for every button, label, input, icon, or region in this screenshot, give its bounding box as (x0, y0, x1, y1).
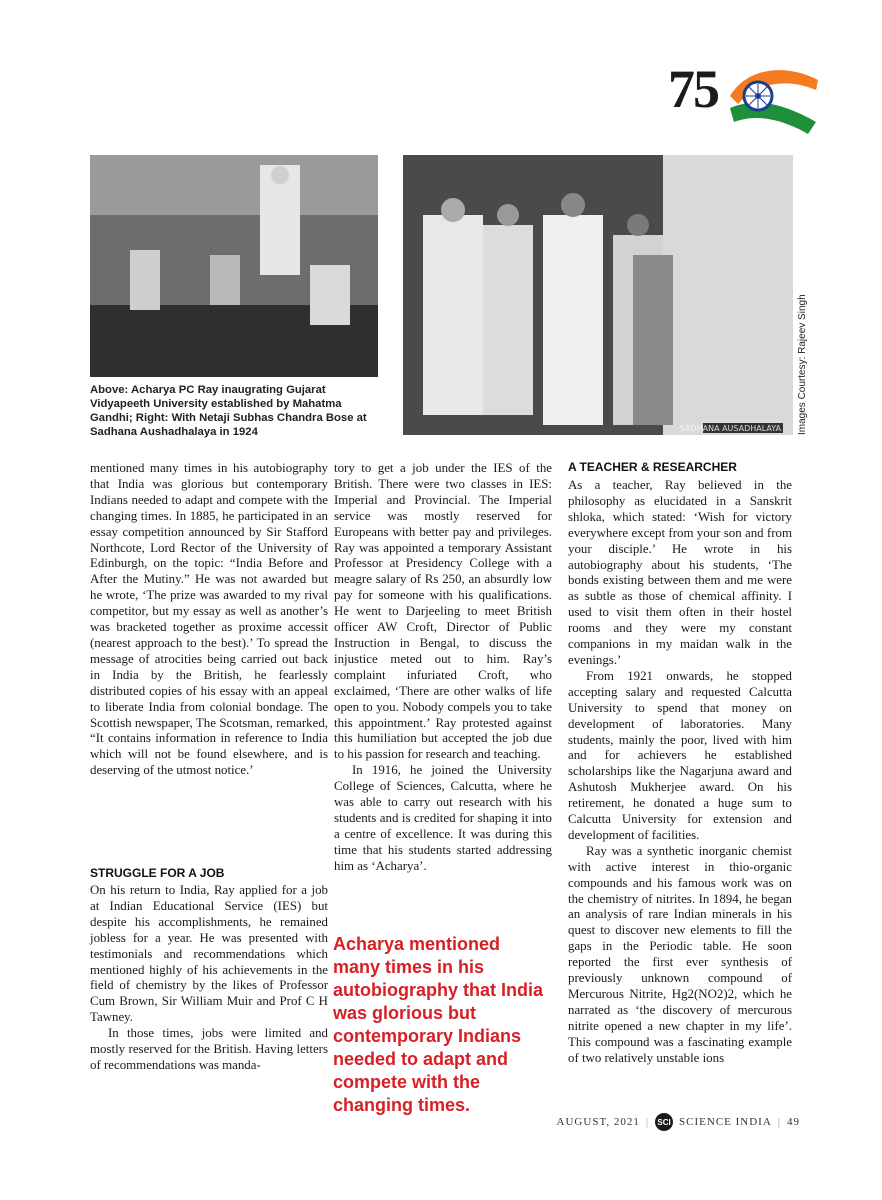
column-3 (568, 478, 792, 1067)
pull-quote: Acharya mentioned many times in his autobiography that India was glorious but contemporary Indians needed to adapt and compete with the changing times. (333, 934, 543, 1115)
footer-separator: | (645, 1116, 650, 1128)
col1-paragraph-2: On his return to India, Ray applied for a job at Indian Educational Service (IES) but despite his accomplishments, he remained jobless for a year. He was presented with testimonials and recommendations which mentioned highly of his achievements in the field of chemistry by the likes of Professor Cum Brown, Sir William Muir and Prof C H Tawney. (90, 883, 328, 1025)
column-2 (334, 461, 552, 875)
anniversary-75-logo (668, 56, 818, 148)
footer-date: AUGUST, 2021 (556, 1116, 640, 1128)
column-1-lower (90, 883, 328, 1074)
photo-caption: Above: Acharya PC Ray inaugrating Gujarat Vidyapeeth University established by Mahatma Gandhi; Right: With Netaji Subhas Chandra Bose at Sadhana Aushadhalaya in 1924 (90, 384, 367, 438)
crowd-photo-illustration (90, 155, 378, 377)
col2-paragraph-2: In 1916, he joined the University College of Sciences, Calcutta, where he was able to carry out research with his students and is credited for shaping it into a centre of excellence. It was during this time that his students started addressing him as ‘Acharya’. (334, 763, 552, 873)
page-number: 49 (787, 1116, 800, 1128)
photo-gujarat-vidyapeeth (90, 155, 378, 377)
page-footer (530, 1113, 800, 1131)
tricolor-flag-icon (668, 56, 818, 148)
footer-separator-2: | (777, 1116, 781, 1128)
photo-inscription: SADHANA AUSADHALAYA (679, 424, 781, 433)
col3-paragraph-1: As a teacher, Ray believed in the philosophy as elucidated in a Sanskrit shloka, which stated: ‘Wish for victory everywhere except from your son and from your disciple.’ He wrote in his autobiography about his students, ‘The bonds existing between them and me were as subtle as those of chemical affinity. I used to visit them often in their hostel rooms and they were my constant companions in my maidan walk in the evenings.’ (568, 478, 792, 667)
col2-paragraph-1: tory to get a job under the IES of the British. There were two classes in IES: Imperial and Provincial. The Imperial service was mostly reserved for Europeans with better pay and privileges. Ray was appointed a temporary Assistant Professor at Presidency College with a meagre salary of Rs 250, an absurdly low pay for someone with his qualifications. He went to Darjeeling to meet British officer AW Croft, Director of Public Instruction in Bengal, to discuss the injustice meted out to him. Ray’s complaint infuriated Croft, who exclaimed, ‘There are other walks of life open to you. Nobody compels you to take this appointment.’ Ray protested against this humiliation but accepted the job due to his passion for research and teaching. (334, 461, 552, 762)
col3-paragraph-3: Ray was a synthetic inorganic chemist with active interest in thio-organic compounds and his famous work was on the chemistry of nitrites. In 1894, he began an analysis of rare Indian minerals in his quest to discover new elements to fill the gaps in the Periodic table. He soon reported the first ever synthesis of previously unknown compound of Mercurous Nitrite, Hg2(NO2)2, which he narrated as ‘the discovery of mercurous nitrite opened a new chapter in my life’. This compound was a fascinating example of two relatively unstable ions (568, 843, 792, 1065)
group-photo-illustration (403, 155, 793, 435)
column-1 (90, 461, 328, 779)
photo-netaji-subhas-bose (403, 155, 793, 435)
col1-paragraph-1: mentioned many times in his autobiography that India was glorious but contemporary Indians needed to adapt and compete with the changing times. In 1885, he participated in an essay competition announced by Sir Stafford Northcote, Lord Rector of the University of Edinburgh, on the topic: “India Before and After the Mutiny.” He was not awarded but he wrote, ‘The prize was awarded to my rival competitor, but my essay as well as another’s was bracketed together as proxime accessit (nearest approach to the best).’ To spread the message of atrocities being carried out back in India by the British, he fearlessly distributed copies of his essay with an appeal to liberate India from colonial bondage. The Scottish newspaper, The Scotsman, remarked, “It contains information in reference to India which will not be found elsewhere, and is deserving of the utmost notice.’ (90, 461, 328, 778)
col3-paragraph-2: From 1921 onwards, he stopped accepting salary and requested Calcutta University to spend that money on development of laboratories. Many students, mainly the poor, lived with him and for achievers he established scholarships like the Nagarjuna award and Ashutosh Mukherjee award. On his retirement, he donated a huge sum to Calcutta University for extension and development of facilities. (568, 668, 792, 842)
science-india-logo-icon: SCI (655, 1113, 673, 1131)
heading-teacher: A TEACHER & RESEARCHER (568, 460, 737, 474)
photo-credit: Images Courtesy: Rajeev Singh (797, 294, 808, 435)
col1-paragraph-3: In those times, jobs were limited and mostly reserved for the British. Having letters of recommendations was manda- (90, 1026, 328, 1072)
footer-magazine: SCIENCE INDIA (679, 1116, 772, 1128)
logo-number: 75 (668, 59, 718, 119)
heading-struggle: STRUGGLE FOR A JOB (90, 866, 225, 880)
